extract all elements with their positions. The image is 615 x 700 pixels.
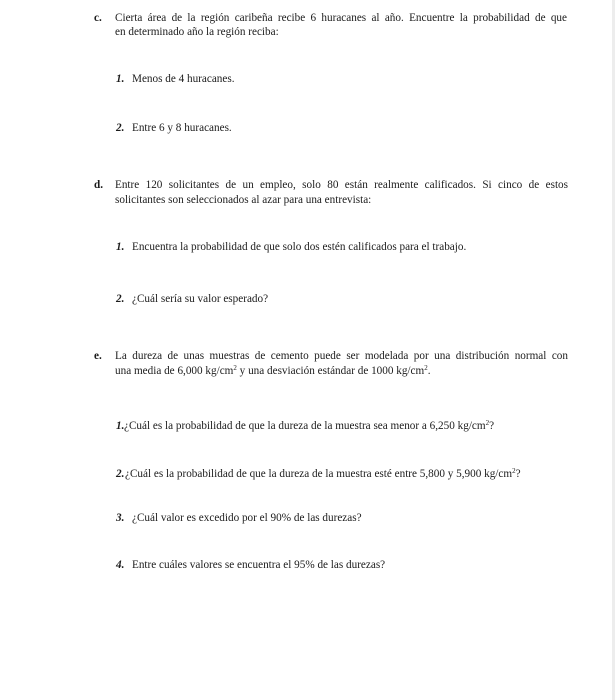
section-c-line-1: Cierta área de la región caribeña recibe 6 huracanes al año. Encuentre la probabilidad de que (115, 12, 567, 24)
section-d-item-1-text: Encuentra la probabilidad de que solo dos estén calificados para el trabajo. (132, 241, 467, 253)
section-c-item-2-marker: 2. (116, 122, 125, 134)
section-e-marker: e. (94, 350, 102, 362)
section-e-item-4-text: Entre cuáles valores se encuentra el 95% de las durezas? (132, 559, 386, 571)
section-e-line-1: La dureza de unas muestras de cemento puede ser modelada por una distribución normal con (115, 350, 568, 362)
section-e-item-2-marker: 2. (116, 468, 125, 480)
section-d-line-2: solicitantes son seleccionados al azar para una entrevista: (115, 194, 372, 206)
section-e-item-2-exponent: 2 (512, 467, 516, 475)
section-e-line-2-part-a: una media de 6,000 kg/cm (115, 365, 234, 377)
section-e-item-2-text-a: ¿Cuál es la probabilidad de que la dureza de la muestra esté entre 5,800 y 5,900 kg/cm (125, 468, 513, 480)
section-e-item-3-text: ¿Cuál valor es excedido por el 90% de las durezas? (132, 512, 362, 524)
section-e-item-1-text (124, 419, 494, 433)
section-d-marker: d. (94, 179, 104, 191)
section-e-item-2-text (125, 467, 521, 481)
section-e-item-1-exponent: 2 (485, 419, 490, 427)
section-c-item-1-marker: 1. (116, 73, 125, 85)
section-e-item-1-text-b: ? (489, 420, 495, 432)
section-d-item-2-marker: 2. (116, 293, 125, 305)
section-e-item-1-text-a: ¿Cuál es la probabilidad de que la dureza de la muestra sea menor a 6,250 kg/cm (124, 420, 486, 432)
section-d-item-1-marker: 1. (116, 241, 125, 253)
section-c-marker: c. (94, 12, 102, 24)
section-e-item-1-marker: 1. (116, 420, 125, 432)
section-e-line-2-part-c: . (427, 365, 431, 377)
section-c-line-2: en determinado año la región reciba: (115, 26, 279, 38)
section-e-line-2-part-b: y una desviación estándar de 1000 kg/cm (236, 365, 425, 377)
section-c-item-2-text: Entre 6 y 8 huracanes. (132, 122, 232, 134)
section-d-item-2-text: ¿Cuál sería su valor esperado? (132, 293, 269, 305)
section-e-item-4-marker: 4. (116, 559, 125, 571)
section-d-line-1: Entre 120 solicitantes de un empleo, solo 80 están realmente calificados. Si cinco de estos (115, 179, 568, 191)
section-e-line-2 (115, 364, 431, 378)
section-e-line-2-exponent-2: 2 (424, 364, 428, 372)
section-c-item-1-text: Menos de 4 huracanes. (132, 73, 235, 85)
section-e-item-3-marker: 3. (116, 512, 125, 524)
section-e-line-2-exponent-1: 2 (233, 364, 237, 372)
section-e-item-2-text-b: ? (515, 468, 521, 480)
